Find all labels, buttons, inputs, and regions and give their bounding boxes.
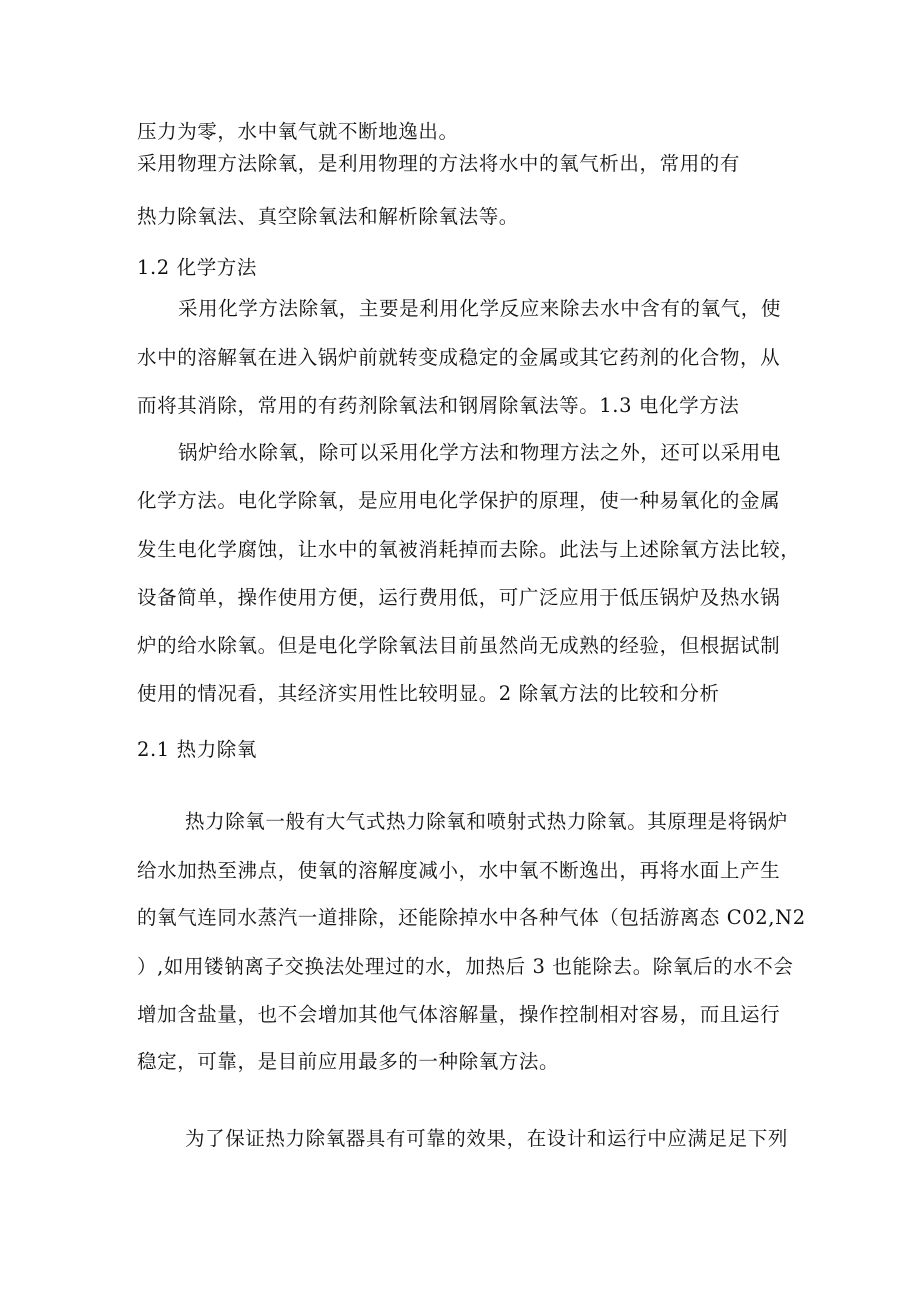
text-line: 增加含盐量，也不会增加其他气体溶解量，操作控制相对容易，而且运行 (137, 1003, 781, 1026)
text-line: 水中的溶解氧在进入锅炉前就转变成稳定的金属或其它药剂的化合物，从 (137, 346, 781, 369)
text-line: 稳定，可靠，是目前应用最多的一种除氧方法。 (137, 1050, 560, 1073)
text-line: 采用化学方法除氧，主要是利用化学反应来除去水中含有的氧气，使 (178, 297, 782, 320)
text-line: 而将其消除，常用的有药剂除氧法和钢屑除氧法等。1.3 电化学方法 (137, 394, 740, 417)
text-line: 锅炉给水除氧，除可以采用化学方法和物理方法之外，还可以采用电 (178, 441, 782, 464)
text-line: 化学方法。电化学除氧，是应用电化学保护的原理，使一种易氧化的金属 (137, 489, 781, 512)
text-line: 炉的给水除氧。但是电化学除氧法目前虽然尚无成熟的经验，但根据试制 (137, 634, 781, 657)
text-line: 压力为零，水中氧气就不断地逸出。 (137, 120, 459, 143)
text-line: 的氧气连同水蒸汽一道排除，还能除掉水中各种气体（包括游离态 C02,N2 (137, 906, 806, 929)
text-line: 采用物理方法除氧，是利用物理的方法将水中的氧气析出，常用的有 (137, 152, 741, 175)
text-line: 热力除氧一般有大气式热力除氧和喷射式热力除氧。其原理是将锅炉 (185, 810, 789, 833)
text-line: ）,如用镂钠离子交换法处理过的水，加热后 3 也能除去。除氧后的水不会 (137, 955, 794, 978)
text-line: 给水加热至沸点，使氧的溶解度减小，水中氧不断逸出，再将水面上产生 (137, 859, 781, 882)
text-line: 热力除氧法、真空除氧法和解析除氧法等。 (137, 205, 519, 228)
text-line: 发生电化学腐蚀，让水中的氧被消耗掉而去除。此法与上述除氧方法比较， (137, 538, 801, 561)
text-line: 为了保证热力除氧器具有可靠的效果，在设计和运行中应满足足下列 (185, 1127, 789, 1150)
section-heading: 2.1 热力除氧 (137, 738, 258, 761)
section-heading: 1.2 化学方法 (137, 256, 258, 279)
text-line: 设备简单，操作使用方便，运行费用低，可广泛应用于低压锅炉及热水锅 (137, 586, 781, 609)
text-line: 使用的情况看，其经济实用性比较明显。2 除氧方法的比较和分析 (137, 682, 720, 705)
